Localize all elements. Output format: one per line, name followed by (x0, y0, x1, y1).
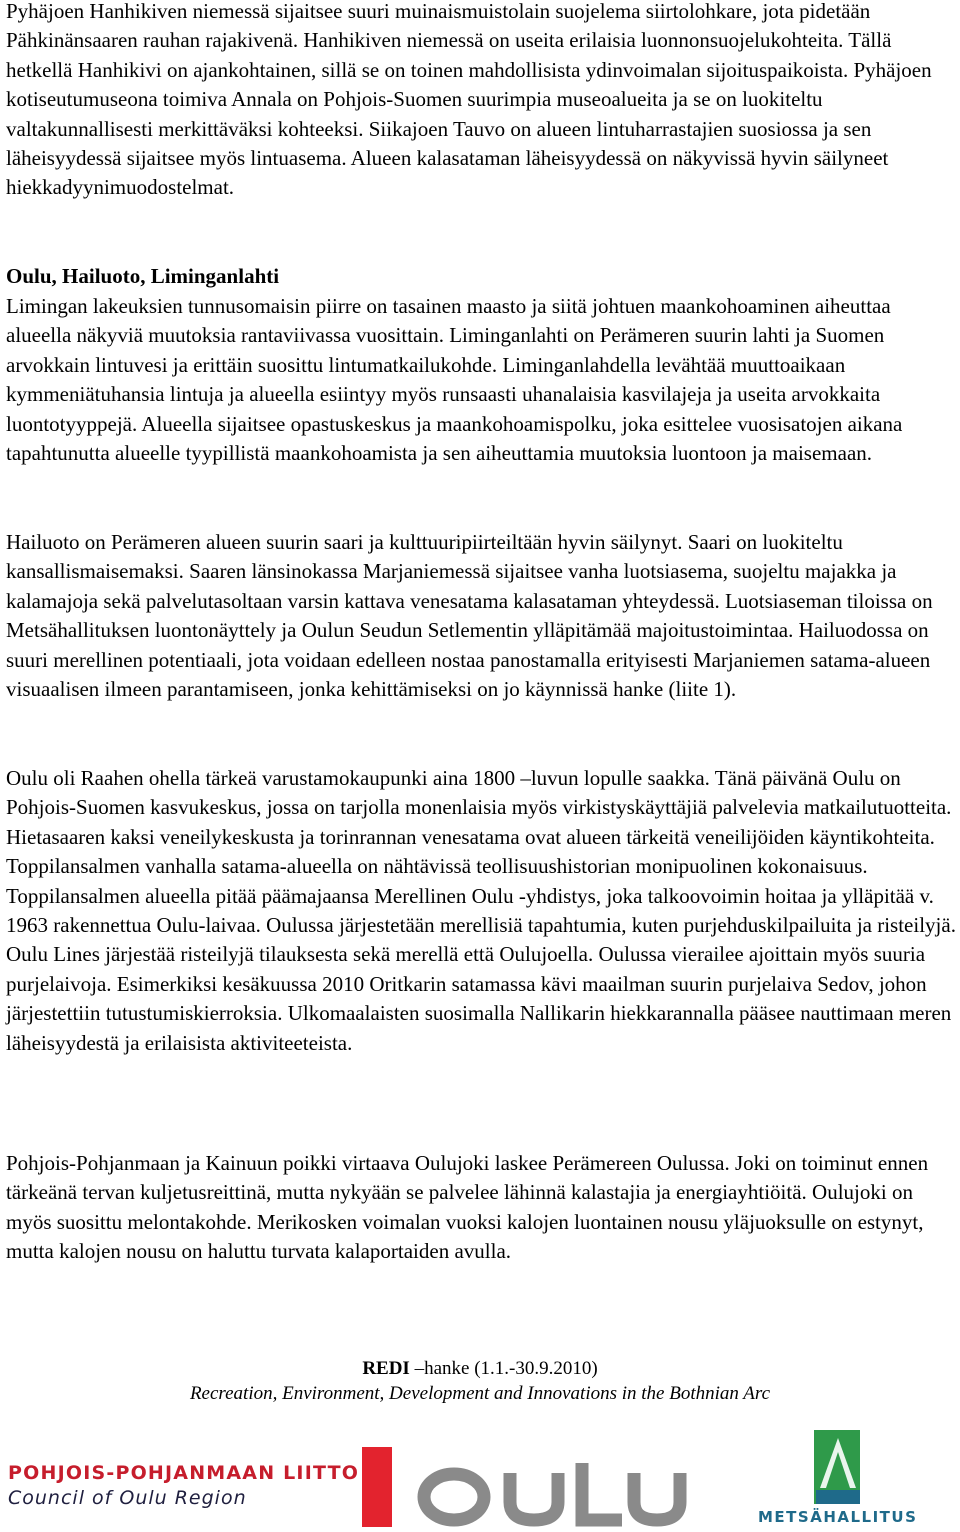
oulu-logo-red-bar (362, 1447, 392, 1527)
footer-project-line (0, 1356, 960, 1382)
section-heading: Oulu, Hailuoto, Liminganlahti (6, 264, 280, 288)
oulu-logo (360, 1447, 690, 1527)
council-logo-name: POHJOIS-POHJANMAAN LIITTO (8, 1462, 360, 1484)
council-logo (8, 1461, 359, 1511)
paragraph-oulu: Oulu oli Raahen ohella tärkeä varustamokaupunki aina 1800 –luvun lopulle saakka. Tänä päivänä Oulu on Pohjois-Suomen kasvukeskus, jossa on tarjolla monenlaisia myös virkistyskäyttäjiä palvelevia matkailutuotteita. Hietasaaren kaksi veneilykeskusta ja torinrannan venesatama ovat alueen tärkeitä veneilijöiden käyntikohteita. Toppilansalmen vanhalla satama-alueella on nähtävissä teollisuushistorian monipuolinen kokonaisuus. Toppilansalmen alueella pitää päämajaansa Merellinen Oulu -yhdistys, joka talkoovoimin hoitaa ja ylläpitää v. 1963 rakennettua Oulu-laivaa. Oulussa järjestetään merellisiä tapahtumia, kuten purjehduskilpailuita ja risteilyjä. Oulu Lines järjestää risteilyjä tilauksesta sekä merellä että Oulujoella. Oulussa vierailee ajoittain myös suuria purjelaivoja. Esimerkiksi kesäkuussa 2010 Oritkarin satamassa kävi maailman suurin purjelaiva Sedov, johon järjestettiin tutustumiskierroksia. Ulkomaalaisten suosimalla Nallikarin hiekkarannalla pääsee nauttimaan meren läheisyydestä ja erilaisista aktiviteeteista. (6, 766, 956, 1055)
paragraph-oulujoki: Pohjois-Pohjanmaan ja Kainuun poikki virtaava Oulujoki laskee Perämereen Oulussa. Joki on toiminut ennen tärkeänä tervan kuljetusreittinä, mutta nykyään se palvelee lähinnä kalastajia ja energiayhtiöitä. Oulujoki on myös suosittu melontakohde. Merikosken voimalan vuoksi kalojen luontainen nousu yläjuoksulle on estynyt, mutta kalojen nousu on haluttu turvata kalaportaiden avulla. (6, 1151, 929, 1264)
project-dates: –hanke (1.1.-30.9.2010) (409, 1358, 598, 1379)
paragraph-hailuoto: Hailuoto on Perämeren alueen suurin saari ja kulttuuripiirteiltään hyvin säilynyt. Saari on luokiteltu kansallismaisemaksi. Saaren länsinokassa Marjaniemessä sijaitsee vanha luotsiasema, suojeltu majakka ja kalamajoja sekä palvelutasoltaan varsin kattava venesatama kalasataman yhteydessä. Luotsiaseman tiloissa on Metsähallituksen luontonäyttely ja Oulun Seudun Setlementin ylläpitämää majoitustoimintaa. Hailuodossa on suuri merellinen potentiaali, jota voidaan edelleen nostaa panostamalla erityisesti Marjaniemen satama-alueen visuaalisen ilmeen parantamiseen, jonka kehittämiseksi on jo käynnissä hanke (liite 1). (6, 530, 933, 702)
footer-subtitle: Recreation, Environment, Development and Innovations in the Bothnian Arc (189, 1383, 771, 1404)
metsahallitus-wordmark: METSÄHALLITUS (758, 1508, 918, 1526)
council-logo-english: Council of Oulu Region (8, 1487, 247, 1509)
project-name: REDI (362, 1358, 410, 1379)
metsahallitus-emblem (814, 1430, 860, 1504)
paragraph-liminganlahti: Limingan lakeuksien tunnusomaisin piirre on tasainen maasto ja siitä johtuen maankohoaminen aiheuttaa alueella näkyviä muutoksia rantaviivassa vuosittain. Liminganlahti on Perämeren suurin lahti ja Suomen arvokkain lintuvesi ja erittäin suosittu lintumatkailukohde. Liminganlahdella levähtää muuttoaikaan kymmeniätuhansia lintuja ja alueella esiintyy myös runsaasti uhanalaisia kasvilajeja ja useita arvokkaita luontotyyppejä. Alueella sijaitsee opastuskeskus ja maankohoamispolku, joka esittelee vuosisatojen aikana tapahtunutta alueelle tyypillistä maankohoamista ja sen aiheuttamia muutoksia luontoon ja maisemaan. (6, 294, 903, 466)
oulu-logo-letters (424, 1463, 680, 1520)
paragraph-pyhajoki: Pyhäjoen Hanhikiven niemessä sijaitsee suuri muinaismuistolain suojelema siirtolohkare, jota pidetään Pähkinänsaaren rauhan rajakivenä. Hanhikiven niemessä on useita erilaisia luonnonsuojelukohteita. Tällä hetkellä Hanhikivi on ajankohtainen, sillä se on toinen mahdollisista ydinvoimalan sijoituspaikoista. Pyhäjoen kotiseutumuseona toimiva Annala on Pohjois-Suomen suurimpia museoalueita ja se on luokiteltu valtakunnallisesti merkittäväksi kohteeksi. Siikajoen Tauvo on alueen lintuharrastajien suosiossa ja sen läheisyydessä sijaitsee myös lintuasema. Alueen kalasataman läheisyydessä on näkyvissä hyvin säilyneet hiekkadyynimuodostelmat. (6, 0, 932, 200)
